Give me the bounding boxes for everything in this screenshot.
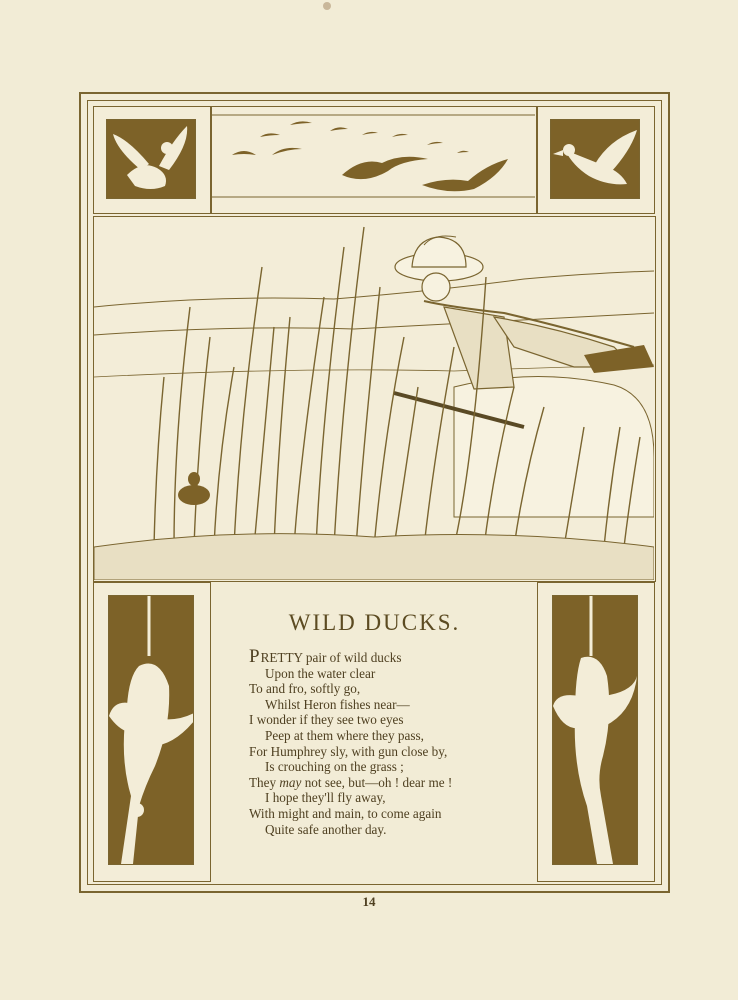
flying-duck-icon [550, 119, 640, 199]
flock-of-ducks-illustration [212, 107, 535, 212]
poem-line [249, 775, 509, 791]
top-left-panel [93, 106, 211, 214]
poem-line-rest: not see, but—oh ! dear me ! [301, 774, 453, 790]
poem-text [249, 646, 509, 837]
poem-line: For Humphrey sly, with gun close by, [249, 743, 448, 759]
page-title: WILD DUCKS. [288, 610, 461, 635]
poem-line: I wonder if they see two eyes [249, 712, 404, 728]
poem-line: I hope they'll fly away, [265, 790, 386, 806]
poem-line: Upon the water clear [265, 665, 376, 681]
page-spot [323, 2, 331, 10]
poem-word: They [249, 774, 277, 790]
flying-duck-icon [106, 119, 196, 199]
poem-line [249, 646, 509, 667]
poem-line: To and fro, softly go, [249, 681, 361, 697]
poem-line: With might and main, to come again [249, 805, 442, 821]
poem-emphasis: may [279, 774, 302, 790]
poem-first-line-rest: pair of wild ducks [302, 650, 402, 665]
drop-initial: P [249, 646, 261, 667]
top-right-panel [537, 106, 655, 214]
poem-first-word: RETTY [260, 650, 303, 665]
boy-in-reeds-illustration [93, 216, 656, 582]
poem-line: Is crouching on the grass ; [265, 759, 404, 775]
top-center-panel [211, 106, 537, 214]
page-number: 14 [362, 894, 376, 909]
poem-line: Quite safe another day. [265, 821, 387, 837]
page-border [79, 92, 670, 893]
poem-line: Peep at them where they pass, [265, 727, 424, 743]
poem-line: Whilst Heron fishes near— [265, 696, 410, 712]
